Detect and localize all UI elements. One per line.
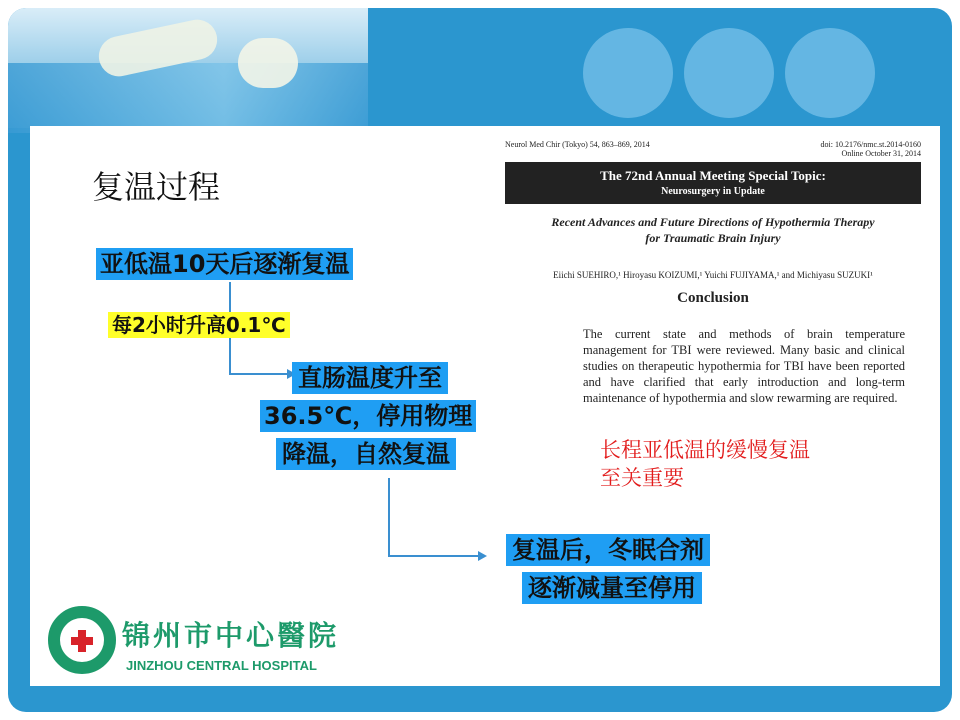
hospital-logo-icon — [48, 606, 116, 674]
step2-line3: 降温，自然复温 — [276, 438, 456, 470]
section-heading: Conclusion — [677, 290, 749, 306]
surgery-photo — [8, 8, 368, 128]
step1-note: 每2小时升高0.1℃ — [108, 312, 290, 338]
paper-banner — [505, 162, 921, 204]
slide-title: 复温过程 — [92, 168, 221, 206]
banner-subtitle: Neurosurgery in Update — [661, 186, 765, 197]
glove-shape — [238, 38, 298, 88]
hospital-name-en: JINZHOU CENTRAL HOSPITAL — [126, 658, 317, 673]
step1-box: 亚低温10天后逐渐复温 — [96, 248, 353, 280]
authors: Eiichi SUEHIRO,¹ Hiroyasu KOIZUMI,¹ Yuichi FUJIYAMA,¹ and Michiyasu SUZUKI¹ — [553, 270, 873, 280]
red-note — [600, 436, 810, 492]
slide-content — [30, 126, 940, 686]
step2-line1: 直肠温度升至 — [292, 362, 448, 394]
decor-circle — [684, 28, 774, 118]
connector-line — [229, 373, 289, 375]
decor-circle — [785, 28, 875, 118]
paper-excerpt — [505, 132, 921, 422]
step2-line2: 36.5℃，停用物理 — [260, 400, 476, 432]
connector-line — [388, 478, 390, 556]
journal-citation: Neurol Med Chir (Tokyo) 54, 863–869, 2014 — [505, 140, 650, 149]
banner-title: The 72nd Annual Meeting Special Topic: — [600, 168, 826, 183]
paper-body: The current state and methods of brain temperature management for TBI were reviewed. Many basic and clinical studies on therapeutic hypothermia for TBI have been reported and have clarified that early introduction and long-term maintenance of hypothermia and slow rewarming are required. — [583, 327, 905, 405]
step3-line2: 逐渐减量至停用 — [522, 572, 702, 604]
slide-frame — [8, 8, 952, 712]
doi-info — [821, 140, 921, 158]
cross-icon — [71, 637, 93, 645]
arrow-icon — [478, 551, 487, 561]
online-date: Online October 31, 2014 — [841, 149, 921, 158]
hospital-name-cn: 锦州市中心醫院 — [122, 619, 340, 652]
doi: doi: 10.2176/nmc.st.2014-0160 — [820, 140, 921, 149]
surgical-drape — [8, 63, 368, 133]
decor-circle — [583, 28, 673, 118]
connector-line — [388, 555, 480, 557]
step3-line1: 复温后，冬眠合剂 — [506, 534, 710, 566]
note-line1: 长程亚低温的缓慢复温 — [600, 438, 810, 462]
article-title: Recent Advances and Future Directions of Hypothermia Therapy for Traumatic Brain Injury — [551, 215, 875, 245]
note-line2: 至关重要 — [600, 466, 684, 490]
logo-inner — [60, 618, 104, 662]
